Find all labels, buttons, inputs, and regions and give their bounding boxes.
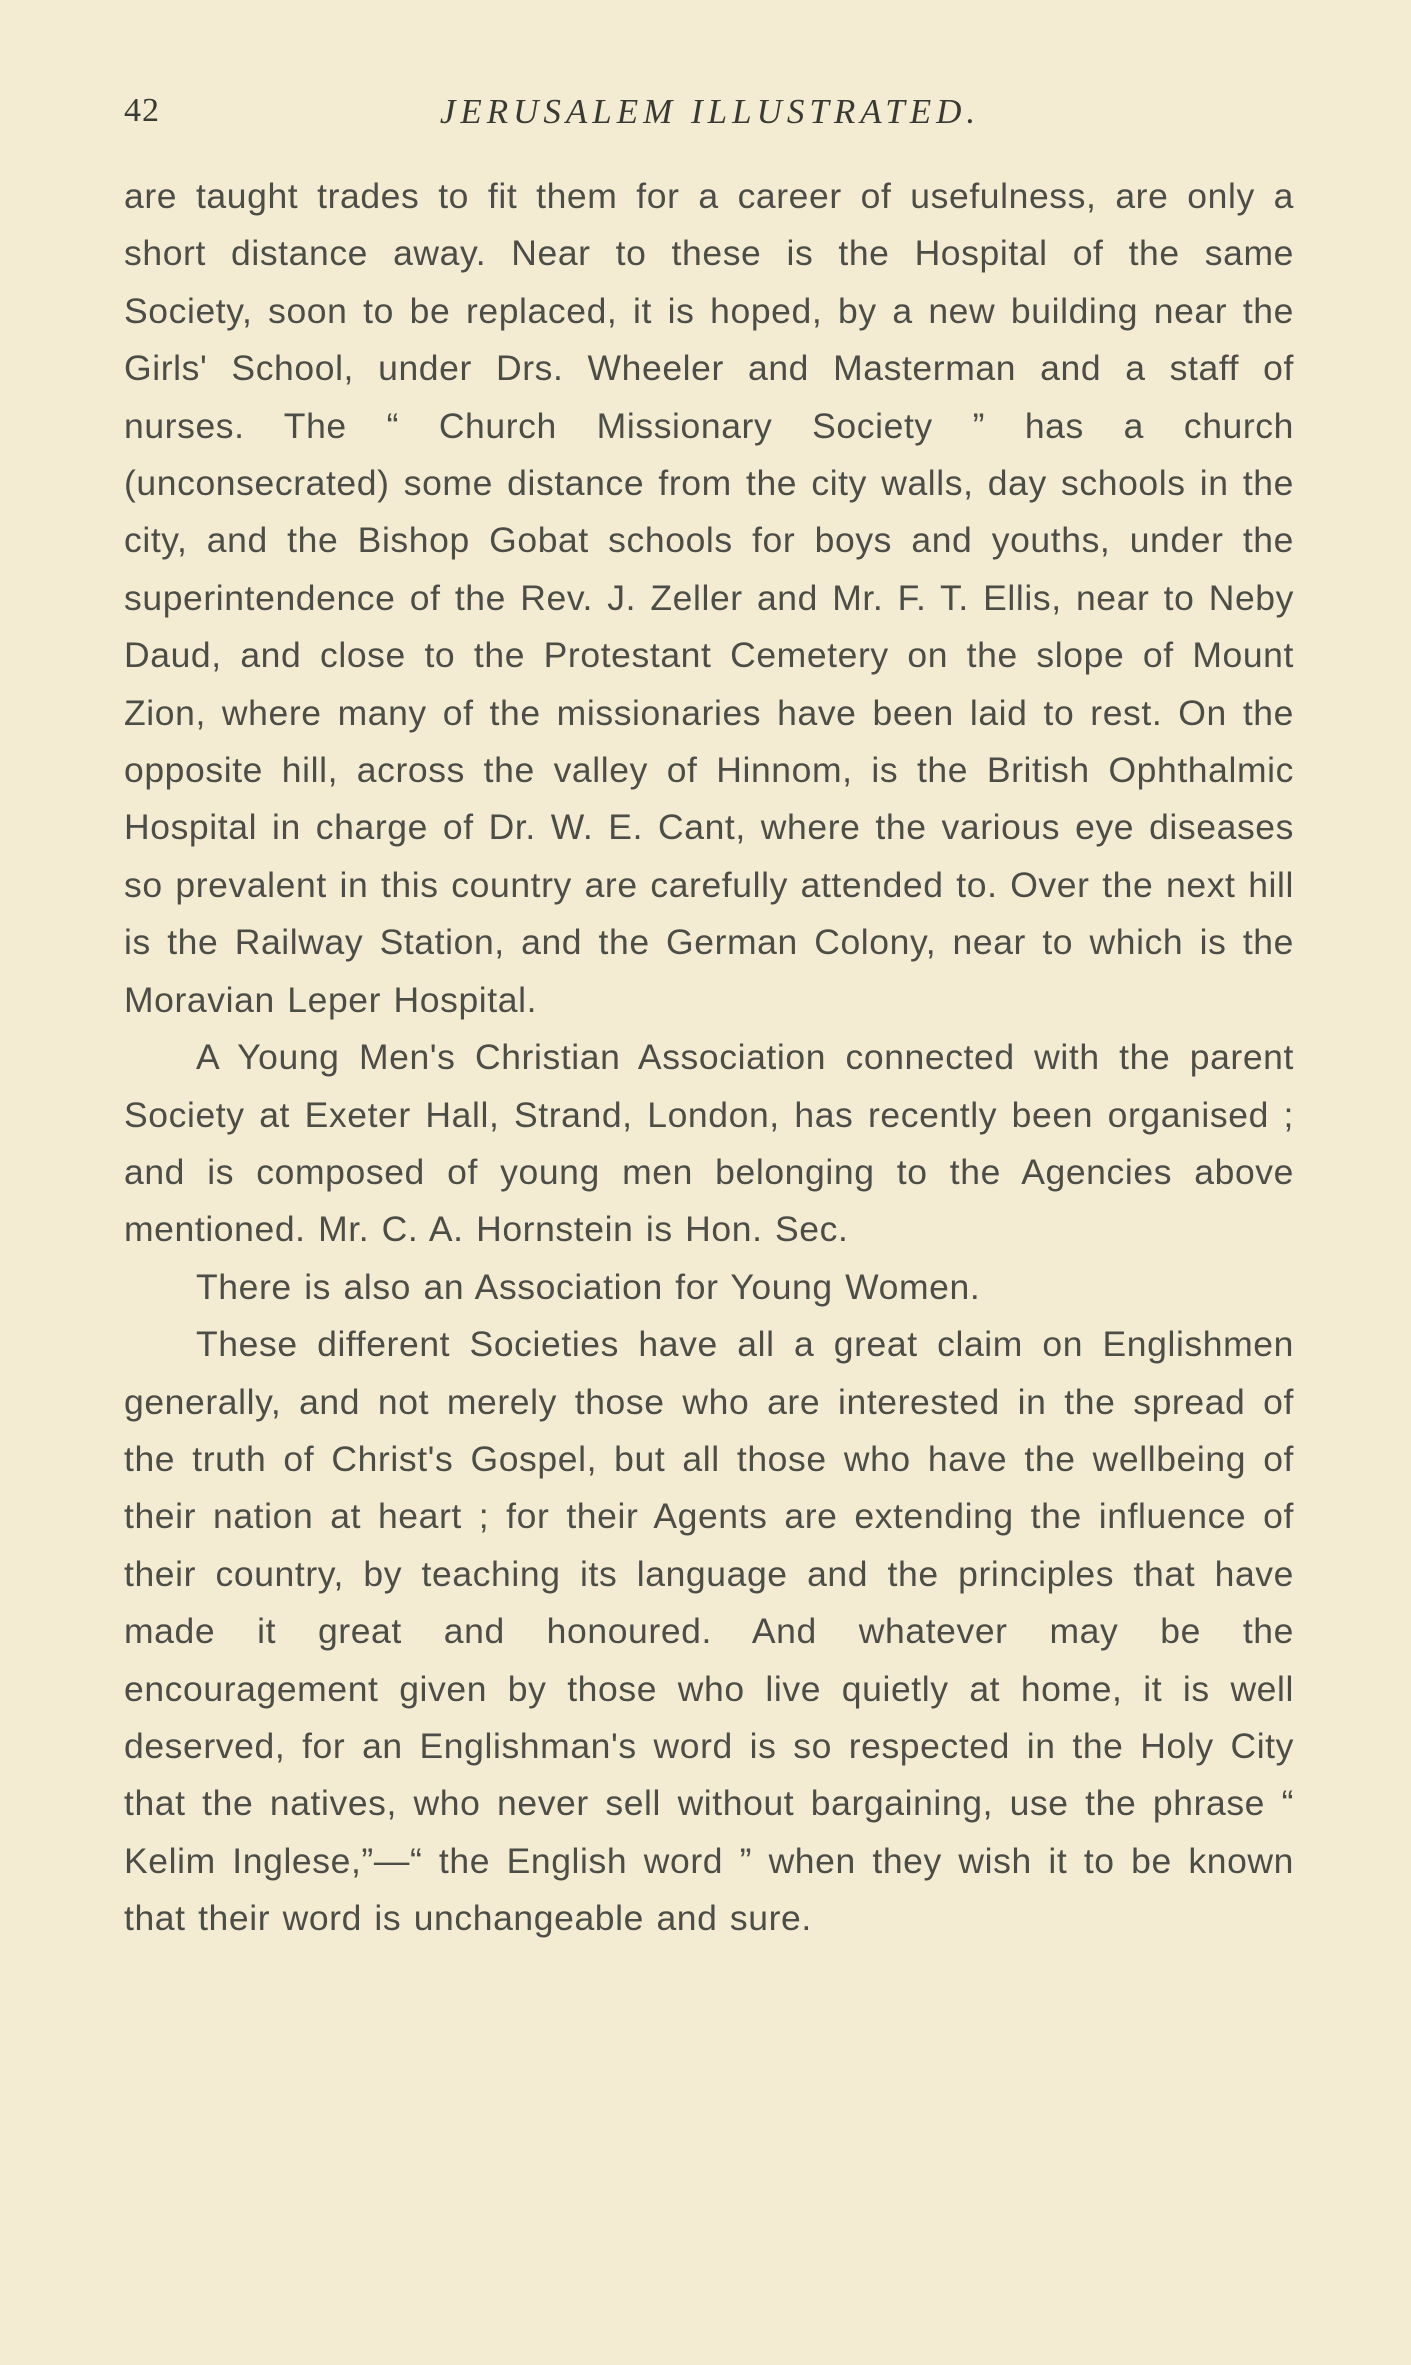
paragraph-ymca: A Young Men's Christian Association connected with the parent Society at Exeter Hall, Strand, London, has recently been organised ; and is composed of young men belonging to the Agencies above mentioned. Mr. C. A. Hornstein is Hon. Sec. — [124, 1037, 1294, 1250]
paragraph-continued: are taught trades to fit them for a career of usefulness, are only a short distance away. Near to these is the Hospital of the same Society, soon to be replaced, it is hoped, by a new building near the Girls' School, under Drs. Wheeler and Masterman and a staff of nurses. The “ Church Missionary Society ” has a church (unconsecrated) some distance from the city walls, day schools in the city, and the Bishop Gobat schools for boys and youths, under the superintendence of the Rev. J. Zeller and Mr. F. T. Ellis, near to Neby Daud, and close to the Protestant Cemetery on the slope of Mount Zion, where many of the missionaries have been laid to rest. On the opposite hill, across the valley of Hinnom, is the British Ophthalmic Hospital in charge of Dr. W. E. Cant, where the various eye diseases so prevalent in this country are carefully attended to. Over the next hill is the Railway Station, and the German Colony, near to which is the Moravian Leper Hospital. — [124, 176, 1294, 1020]
running-title: JERUSALEM ILLUSTRATED. — [439, 92, 981, 131]
paragraph-societies: These different Societies have all a great claim on Englishmen generally, and not merely those who are interested in the spread of the truth of Christ's Gospel, but all those who have the wellbeing of their nation at heart ; for their Agents are extending the influence of their country, by teaching its language and the principles that have made it great and honoured. And whatever may be the encouragement given by those who live quietly at home, it is well deserved, for an Englishman's word is so respected in the Holy City that the natives, who never sell without bargaining, use the phrase “ Kelim Inglese,”—“ the English word ” when they wish it to be known that their word is unchangeable and sure. — [124, 1324, 1294, 1939]
paragraph-young-women: There is also an Association for Young Women. — [196, 1266, 981, 1307]
body-text — [124, 168, 1294, 1948]
page-number: 42 — [124, 92, 160, 129]
running-head — [120, 92, 1300, 142]
